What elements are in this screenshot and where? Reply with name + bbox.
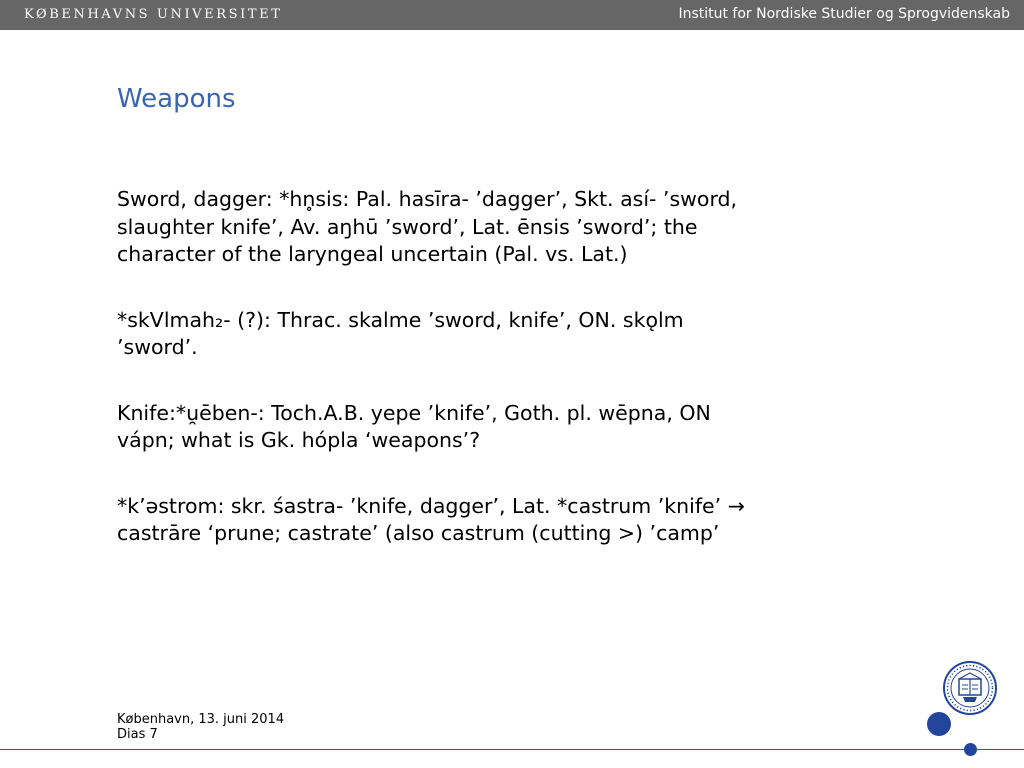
text-line: *skVlmah₂- (?): Thrac. skalme ’sword, knife’, ON. skǫlm <box>117 307 684 332</box>
text-line: castrāre ‘prune; castrate’ (also castrum (cutting >) ’camp’ <box>117 521 720 545</box>
text-line: ’sword’. <box>117 335 198 359</box>
text-line: vápn; what is Gk. hópla ‘weapons’? <box>117 428 481 452</box>
text-line: *k’əstrom: skr. śastra- ’knife, dagger’, Lat. *castrum ’knife’ → <box>117 493 745 518</box>
paragraph-sword <box>117 186 857 269</box>
decorative-dot-large <box>927 712 951 736</box>
text-line: slaughter knife’, Av. aŋhū ’sword’, Lat. ēnsis ’sword’; the <box>117 214 698 239</box>
university-name: KØBENHAVNS UNIVERSITET <box>24 7 283 22</box>
university-seal-icon <box>942 660 998 716</box>
header-bar <box>0 0 1024 30</box>
slide-title: Weapons <box>117 84 236 114</box>
institute-name: Institut for Nordiske Studier og Sprogvidenskab <box>678 6 1010 22</box>
paragraph-kestrom <box>117 493 857 548</box>
footer-place-date: København, 13. juni 2014 <box>117 712 285 727</box>
footer-slide-number: Dias 7 <box>117 727 158 742</box>
text-line: Knife:*u̯ēben-: Toch.A.B. yepe ’knife’, Goth. pl. wēpna, ON <box>117 400 711 425</box>
slide-body <box>117 186 857 586</box>
decorative-dot-small <box>964 743 977 756</box>
paragraph-knife <box>117 400 857 455</box>
footer-divider <box>0 749 1024 750</box>
paragraph-skvlmah <box>117 307 857 362</box>
footer <box>117 712 284 742</box>
text-line: character of the laryngeal uncertain (Pal. vs. Lat.) <box>117 242 628 266</box>
text-line: Sword, dagger: *hn̥sis: Pal. hasīra- ’dagger’, Skt. así- ’sword, <box>117 187 738 211</box>
